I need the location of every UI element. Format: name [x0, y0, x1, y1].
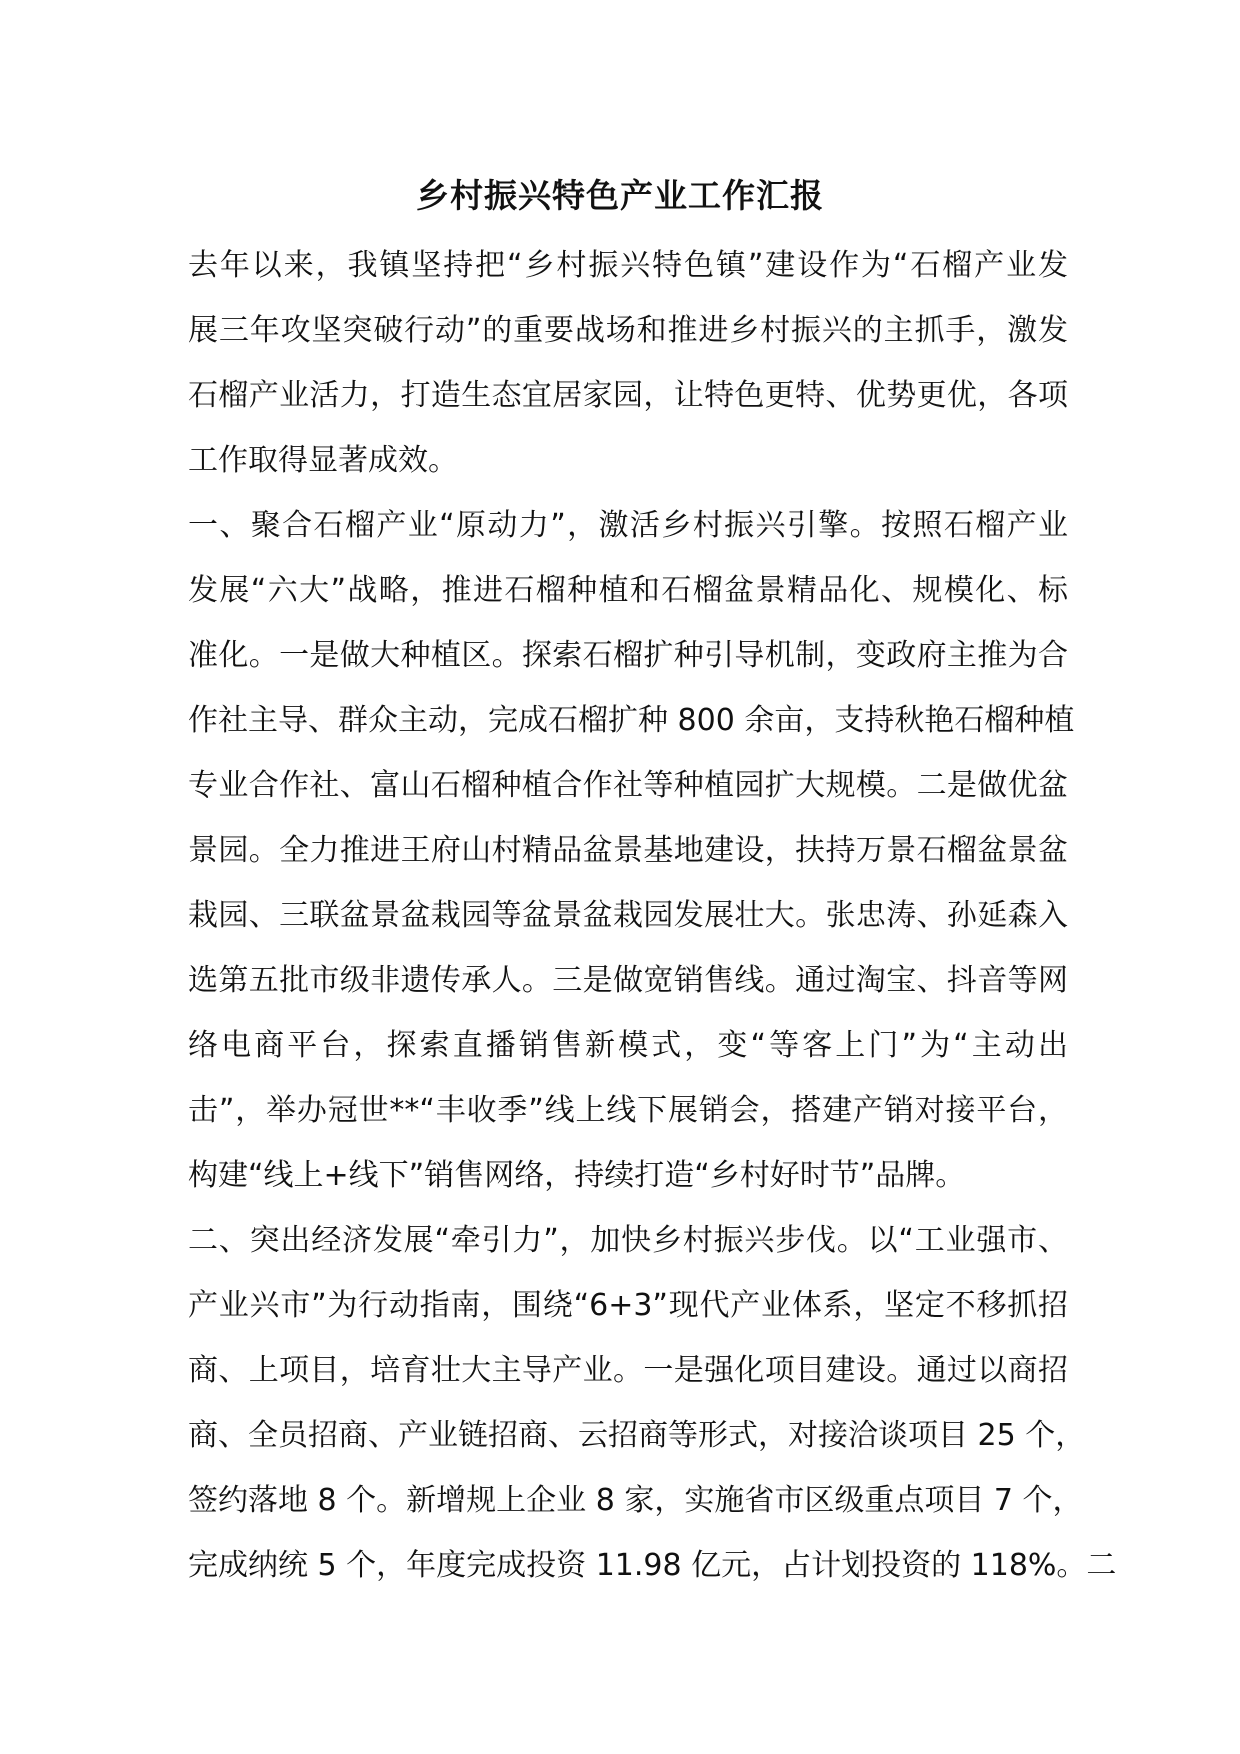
- paragraph-line: 石榴产业活力，打造生态宜居家园，让特色更特、优势更优，各项: [188, 378, 1068, 413]
- document-title: 乡村振兴特色产业工作汇报: [416, 176, 824, 215]
- paragraph-line: 专业合作社、富山石榴种植合作社等种植园扩大规模。二是做优盆: [188, 768, 1068, 803]
- paragraph-line: 栽园、三联盆景盆栽园等盆景盆栽园发展壮大。张忠涛、孙延森入: [188, 898, 1068, 933]
- body-paragraph: [188, 233, 1068, 493]
- paragraph-line: 作社主导、群众主动，完成石榴扩种 800 余亩，支持秋艳石榴种植: [188, 703, 1075, 738]
- paragraph-line: 去年以来，我镇坚持把“乡村振兴特色镇”建设作为“石榴产业发: [188, 248, 1068, 283]
- body-paragraph: [188, 493, 1075, 1208]
- paragraph-line: 商、全员招商、产业链招商、云招商等形式，对接洽谈项目 25 个，: [188, 1418, 1086, 1453]
- paragraph-line: 选第五批市级非遗传承人。三是做宽销售线。通过淘宝、抖音等网: [188, 963, 1068, 998]
- paragraph-line: 络电商平台，探索直播销售新模式，变“等客上门”为“主动出: [188, 1028, 1068, 1063]
- paragraph-line: 一、聚合石榴产业“原动力”，激活乡村振兴引擎。按照石榴产业: [188, 508, 1068, 543]
- paragraph-line: 完成纳统 5 个，年度完成投资 11.98 亿元，占计划投资的 118%。二: [188, 1548, 1117, 1583]
- paragraph-line: 构建“线上+线下”销售网络，持续打造“乡村好时节”品牌。: [188, 1158, 966, 1193]
- paragraph-line: 展三年攻坚突破行动”的重要战场和推进乡村振兴的主抓手，激发: [188, 313, 1068, 348]
- paragraph-line: 击”，举办冠世**“丰收季”线上线下展销会，搭建产销对接平台，: [188, 1093, 1068, 1128]
- paragraph-line: 景园。全力推进王府山村精品盆景基地建设，扶持万景石榴盆景盆: [188, 833, 1068, 868]
- document-body: [188, 233, 1117, 1598]
- body-paragraph: [188, 1208, 1117, 1598]
- paragraph-line: 工作取得显著成效。: [188, 443, 458, 478]
- paragraph-line: 准化。一是做大种植区。探索石榴扩种引导机制，变政府主推为合: [188, 638, 1068, 673]
- paragraph-line: 签约落地 8 个。新增规上企业 8 家，实施省市区级重点项目 7 个，: [188, 1483, 1083, 1518]
- paragraph-line: 发展“六大”战略，推进石榴种植和石榴盆景精品化、规模化、标: [188, 573, 1068, 608]
- paragraph-line: 商、上项目，培育壮大主导产业。一是强化项目建设。通过以商招: [188, 1353, 1068, 1388]
- paragraph-line: 产业兴市”为行动指南，围绕“6+3”现代产业体系，坚定不移抓招: [188, 1288, 1068, 1323]
- paragraph-line: 二、突出经济发展“牵引力”，加快乡村振兴步伐。以“工业强市、: [188, 1223, 1068, 1258]
